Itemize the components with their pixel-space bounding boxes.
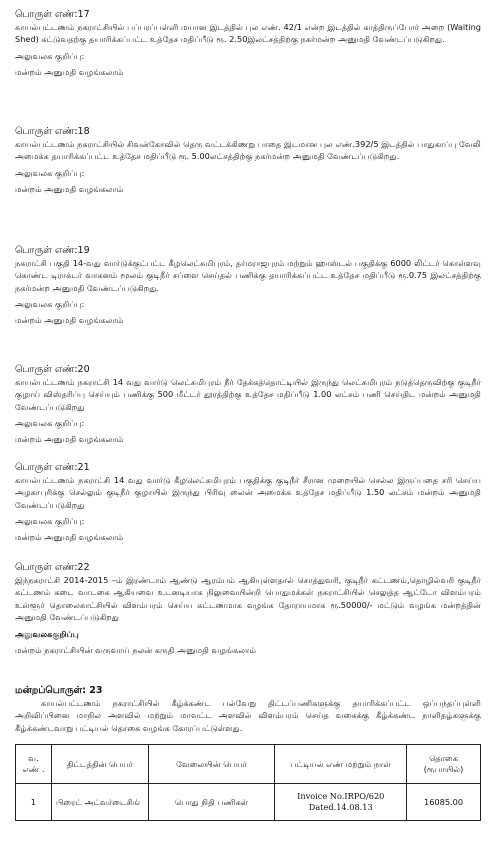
agenda-item-21 xyxy=(15,461,481,544)
agenda-item-23 xyxy=(15,684,481,734)
header-scheme-name: திட்டத்தின் பெயர் xyxy=(51,745,148,784)
header-bill-no-date: பட்டியல் எண் மற்றும் நாள் xyxy=(275,745,407,784)
item-heading: பொருள் எண்:18 xyxy=(15,126,90,137)
council-decision: மன்றம் அனுமதி வழங்கலாம் xyxy=(15,183,124,194)
office-note-label: அலுவலக குறிப்பு: xyxy=(15,299,85,310)
bill-table xyxy=(15,744,481,821)
item-heading: மன்றப்பொருள்: 23 xyxy=(15,685,103,696)
item-body: நகராட்சி பகுதி 14-வது வார்டுக்குட்பட்ட கீழலெட்சுமிபுரம், தர்மராஜபுரம் மற்றும் ஹாஸ்டல் பகுதிக்கு 6000 லிட்டர் கொள்ளவு கொண்ட டிராக்டர் வாகனம் மூலம் குடிநீர் சப்ளை செய்தல் பணிக்கு தயாரிக்கப்பட்ட உத்தேச மதிப்பீடு ரூ.0.75 இலட்சத்திற்கு நகர்மன்ற அனுமதி வேண்டப்படுகிறது. xyxy=(15,258,481,293)
item-heading: பொருள் எண்:22 xyxy=(15,562,90,573)
cell-serial-no: 1 xyxy=(16,784,52,821)
table-header-row xyxy=(16,745,481,784)
cell-bill-no-date xyxy=(275,784,407,821)
item-body: காயல்பட்டணம் நகராட்சியில் சிவன்கோவில் தெரு வட்டக்கிணறு பாதை இடமான புல எண்.392/5 இடத்தில் பாதுகாப்பு வேலி அமைக்க தயாரிக்கப்பட்ட உத்தேச மதிப்பீடு ரூ. 5.00லட்சத்திற்கு நகர்மன்ற அனுமதி வேண்டப்படுகிறது. xyxy=(15,139,481,162)
agenda-item-17 xyxy=(15,8,481,79)
council-decision: மன்றம் நகராட்சியின் வருவாய் நலன் கருதி அனுமதி வழங்கலாம் xyxy=(15,644,257,655)
office-note-label: அலுவலககுறிப்பு xyxy=(15,628,79,639)
office-note-label: அலுவலக குறிப்பு: xyxy=(15,50,85,61)
header-serial-no: வ. எண் . xyxy=(16,745,52,784)
bill-invoice-no: Invoice No.IRPO/620 xyxy=(297,791,385,801)
cell-work-name: பொது நிதி பணிகள் xyxy=(148,784,275,821)
cell-amount: 16085.00 xyxy=(407,784,481,821)
item-heading: பொருள் எண்:19 xyxy=(15,245,90,256)
council-decision: மன்றம் அனுமதி வழங்கலாம் xyxy=(15,532,124,543)
bill-date: Dated.14.08.13 xyxy=(308,802,373,812)
header-amount: தொகை (ரூபாயில்) xyxy=(407,745,481,784)
cell-scheme-name: பிரைட் அட்வர்டைசிங் xyxy=(51,784,148,821)
agenda-item-22 xyxy=(15,561,481,657)
office-note-label: அலுவலக குறிப்பு: xyxy=(15,516,85,527)
agenda-item-20 xyxy=(15,363,481,446)
item-heading: பொருள் எண்:17 xyxy=(15,9,90,20)
item-body: இந்நகராட்சி 2014-2015 –ம் இரண்டாம் ஆண்டு ஆரம்பம் ஆகியுள்ளதால் சொத்துவரி, குடிநீர் கட்டணம்,தொழில்வரி குடிநீர் கட்டணம் கடை வாடகை ஆகியவை உடனடியாக நிலுவையின்றி பொதுமக்கள் நகராட்சியில் செலுத்த ஆட்டோ விளம்பரம் உள்ளூர் தொலைகாட்சியில் விளம்பரம் செய்ய கட்டணமாக வழங்க தோராயமாக ரூ.50000/- மட்டும் வழங்க மன்றத்தின் அனுமதி வேண்டப்படுகிறது xyxy=(15,575,481,623)
header-work-name: வேலையின் பெயர் xyxy=(148,745,275,784)
item-heading: பொருள் எண்:21 xyxy=(15,462,90,473)
item-body: காயல்பட்டணம் நகராட்சியில் பப்பரப்பள்ளி மயான இடத்தில் புல எண். 42/1 என்ற இடத்தில் காத்திருப்போர் அறை (Waiting Shed) கட்டுவதற்கு தயாரிக்கப்பட்ட உத்தேச மதிப்பீடு ரூ. 2.50இலட்சத்திற்கு நகர்மன்ற அனுமதி வேண்டப்படுகிறது. xyxy=(15,22,481,45)
agenda-item-18 xyxy=(15,125,481,196)
item-heading: பொருள் எண்:20 xyxy=(15,364,90,375)
council-decision: மன்றம் அனுமதி வழங்கலாம் xyxy=(15,315,124,326)
item-body: காயல்பட்டணம் நகராட்சியில் கீழ்க்கண்ட பல்வேறு திட்டப்பணிகளுக்கு தயாரிக்கப்பட்ட ஒப்பந்தப்புள்ளி அறிவிப்பினை மாநில அளவில் மற்றும் மாவட்ட அளவில் விளம்பரம் செய்த வகைக்கு கீழ்க்கண்ட நாளிதழ்களுக்கு கீழ்க்கண்டவாறு பட்டியல் தொகை வழங்க கோரப்பட்டுள்ளது. xyxy=(15,698,481,733)
office-note-label: அலுவலக குறிப்பு: xyxy=(15,418,85,429)
council-decision: மன்றம் அனுமதி வழங்கலாம் xyxy=(15,434,124,445)
item-body: காயல்பட்டணம் நகராட்சி 14 வது வார்டு லெட்சுமிபுரம் நீர் தேக்கத்தொட்டியில் இருந்து லெட்சுமிபுரம் நடுத்தெருவிற்கு குடிநீர் குழாய் விஸ்தரிப்பு செய்யும் பணிக்கு 500 மீட்டர் தூரத்திற்கு உத்தேச மதிப்பீடு 1.00 லட்சம் பணி செய்திட மன்றம் அனுமதி வேண்டப்படுகிறது xyxy=(15,377,481,412)
item-body: காயல்பட்டணம் நகராட்சி 14 வது வார்டு கீழலெட்சுமிபுரம் பகுதிக்கு குடிநீர் சீரான முறையில் செல்ல இருப்பதை சரி செய்ய அழகாபுரிக்கு செல்லும் குடிநீர் குழாயில் இருந்து பிரிவு லைன் அமைக்க உத்தேச மதிப்பீடு 1.50 லட்சம் மன்றம் அனுமதி வேண்டப்படுகிறது xyxy=(15,475,481,510)
office-note-label: அலுவலக குறிப்பு: xyxy=(15,167,85,178)
agenda-item-19 xyxy=(15,244,481,327)
table-row xyxy=(16,784,481,821)
council-decision: மன்றம் அனுமதி வழங்கலாம் xyxy=(15,66,124,77)
